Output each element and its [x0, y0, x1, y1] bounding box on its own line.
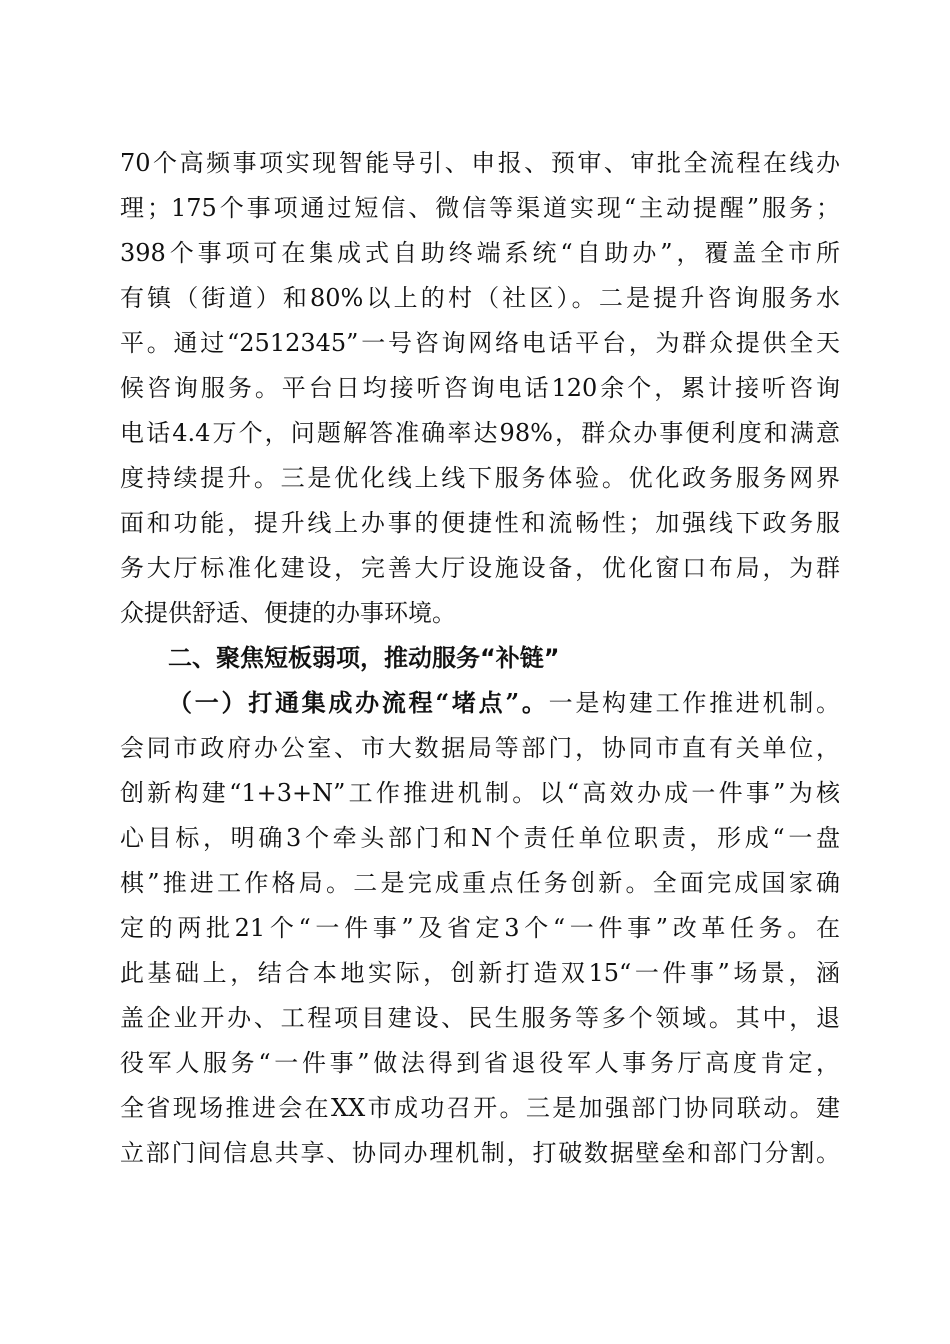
body-text-line: 候咨询服务。平台日均接听咨询电话120余个，累计接听咨询: [120, 374, 840, 402]
body-text-line: 全省现场推进会在XX市成功召开。三是加强部门协同联动。建: [120, 1094, 840, 1122]
body-text-line: 役军人服务“一件事”做法得到省退役军人事务厅高度肯定，: [120, 1049, 840, 1077]
subsection-rest: 一是构建工作推进机制。: [548, 689, 841, 717]
section-heading: 二、聚焦短板弱项，推动服务“补链”: [168, 644, 560, 672]
body-text-line: 此基础上，结合本地实际，创新打造双15“一件事”场景，涵: [120, 959, 840, 987]
body-text-line: 心目标，明确3个牵头部门和N个责任单位职责，形成“一盘: [120, 824, 840, 852]
body-text-line: 平。通过“2512345”一号咨询网络电话平台，为群众提供全天: [120, 329, 840, 357]
subsection-heading-line: [168, 683, 840, 723]
body-text-line: 棋”推进工作格局。二是完成重点任务创新。全面完成国家确: [120, 869, 840, 897]
body-text-line: 定的两批21个“一件事”及省定3个“一件事”改革任务。在: [120, 914, 840, 942]
body-text-line: 398个事项可在集成式自助终端系统“自助办”，覆盖全市所: [120, 239, 840, 267]
body-text-line: 会同市政府办公室、市大数据局等部门，协同市直有关单位，: [120, 734, 840, 762]
body-text-line: 度持续提升。三是优化线上线下服务体验。优化政务服务网界: [120, 464, 840, 492]
body-text-line: 盖企业开办、工程项目建设、民生服务等多个领域。其中，退: [120, 1004, 840, 1032]
body-text-line: 立部门间信息共享、协同办理机制，打破数据壁垒和部门分割。: [120, 1139, 840, 1167]
body-text-line: 理；175个事项通过短信、微信等渠道实现“主动提醒”服务；: [120, 194, 840, 222]
body-text-line: 众提供舒适、便捷的办事环境。: [120, 599, 456, 627]
body-text-line: 电话4.4万个，问题解答准确率达98%，群众办事便利度和满意: [120, 419, 840, 447]
body-text-line: 创新构建“1+3+N”工作推进机制。以“高效办成一件事”为核: [120, 779, 840, 807]
body-text-line: 有镇（街道）和80%以上的村（社区）。二是提升咨询服务水: [120, 284, 840, 312]
body-text-line: 务大厅标准化建设，完善大厅设施设备，优化窗口布局，为群: [120, 554, 840, 582]
body-text-line: 70个高频事项实现智能导引、申报、预审、审批全流程在线办: [120, 149, 840, 177]
body-text-line: 面和功能，提升线上办事的便捷性和流畅性；加强线下政务服: [120, 509, 840, 537]
subsection-label: （一）打通集成办流程“堵点”。: [168, 688, 549, 717]
